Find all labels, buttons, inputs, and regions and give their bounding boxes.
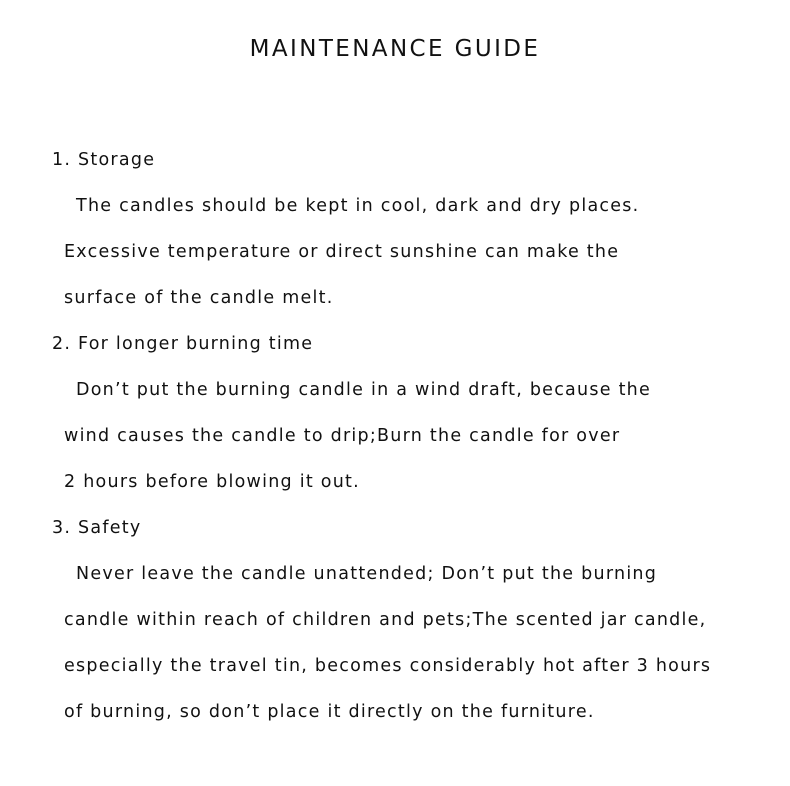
paragraph-line: candle within reach of children and pets;The scented jar candle, — [64, 610, 707, 630]
paragraph-line: Don’t put the burning candle in a wind draft, because the — [76, 380, 652, 400]
section-heading: 1. Storage — [52, 150, 156, 170]
paragraph-line: of burning, so don’t place it directly on the furniture. — [64, 702, 595, 722]
paragraph-line: wind causes the candle to drip;Burn the candle for over — [64, 426, 621, 446]
paragraph-line: especially the travel tin, becomes considerably hot after 3 hours — [64, 656, 712, 676]
page-title: MAINTENANCE GUIDE — [249, 36, 541, 62]
section-heading: 3. Safety — [52, 518, 142, 538]
paragraph-line: 2 hours before blowing it out. — [64, 472, 360, 492]
section-heading: 2. For longer burning time — [52, 334, 314, 354]
paragraph-line: Never leave the candle unattended; Don’t put the burning — [76, 564, 658, 584]
paragraph-line: surface of the candle melt. — [64, 288, 334, 308]
paragraph-line: The candles should be kept in cool, dark and dry places. — [76, 196, 640, 216]
paragraph-line: Excessive temperature or direct sunshine can make the — [64, 242, 620, 262]
